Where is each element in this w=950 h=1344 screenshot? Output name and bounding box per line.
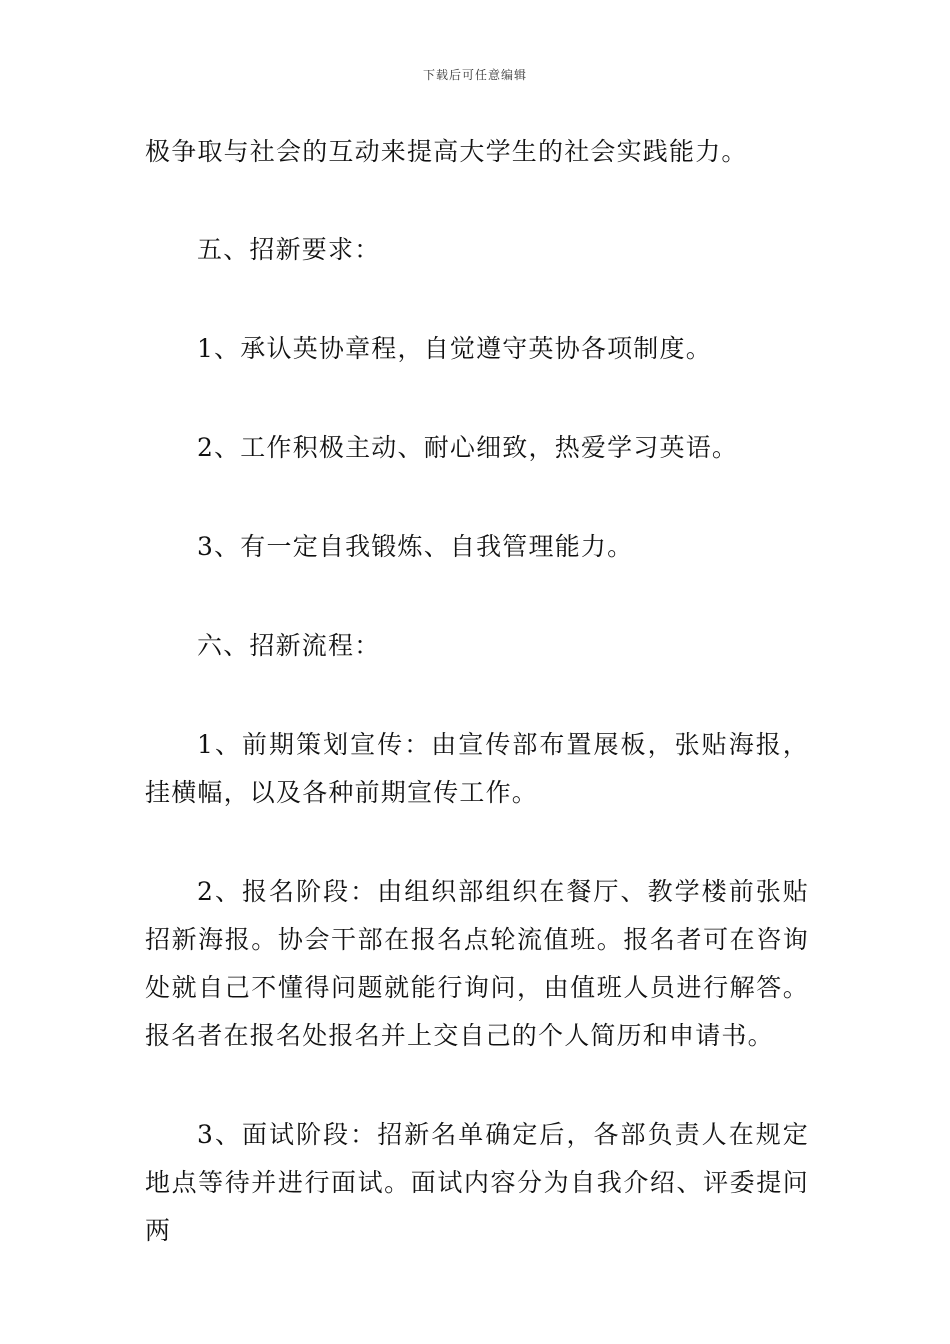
paragraph-continuation: 极争取与社会的互动来提高大学生的社会实践能力。 bbox=[145, 137, 748, 166]
requirement-item-2: 2、工作积极主动、耐心细致，热爱学习英语。 bbox=[197, 433, 739, 462]
section-heading-process: 六、招新流程： bbox=[197, 631, 381, 660]
requirement-item-1: 1、承认英协章程，自觉遵守英协各项制度。 bbox=[197, 334, 712, 363]
page-header-note: 下载后可任意编辑 bbox=[422, 68, 527, 82]
process-step-2: 2、报名阶段：由组织部组织在餐厅、教学楼前张贴招新海报。协会干部在报名点轮流值班。报名者可在咨询处就自己不懂得问题就能行询问，由值班人员进行解答。报名者在报名处报名并上交自己的个人简历和申请书。 bbox=[145, 877, 809, 1050]
process-step-1: 1、前期策划宣传：由宣传部布置展板，张贴海报，挂横幅，以及各种前期宣传工作。 bbox=[145, 730, 809, 807]
document-body bbox=[145, 128, 809, 1255]
section-heading-requirements: 五、招新要求： bbox=[197, 235, 381, 264]
requirement-item-3: 3、有一定自我锻炼、自我管理能力。 bbox=[197, 532, 634, 561]
process-step-3: 3、面试阶段：招新名单确定后，各部负责人在规定地点等待并进行面试。面试内容分为自我介绍、评委提问两 bbox=[145, 1120, 809, 1245]
